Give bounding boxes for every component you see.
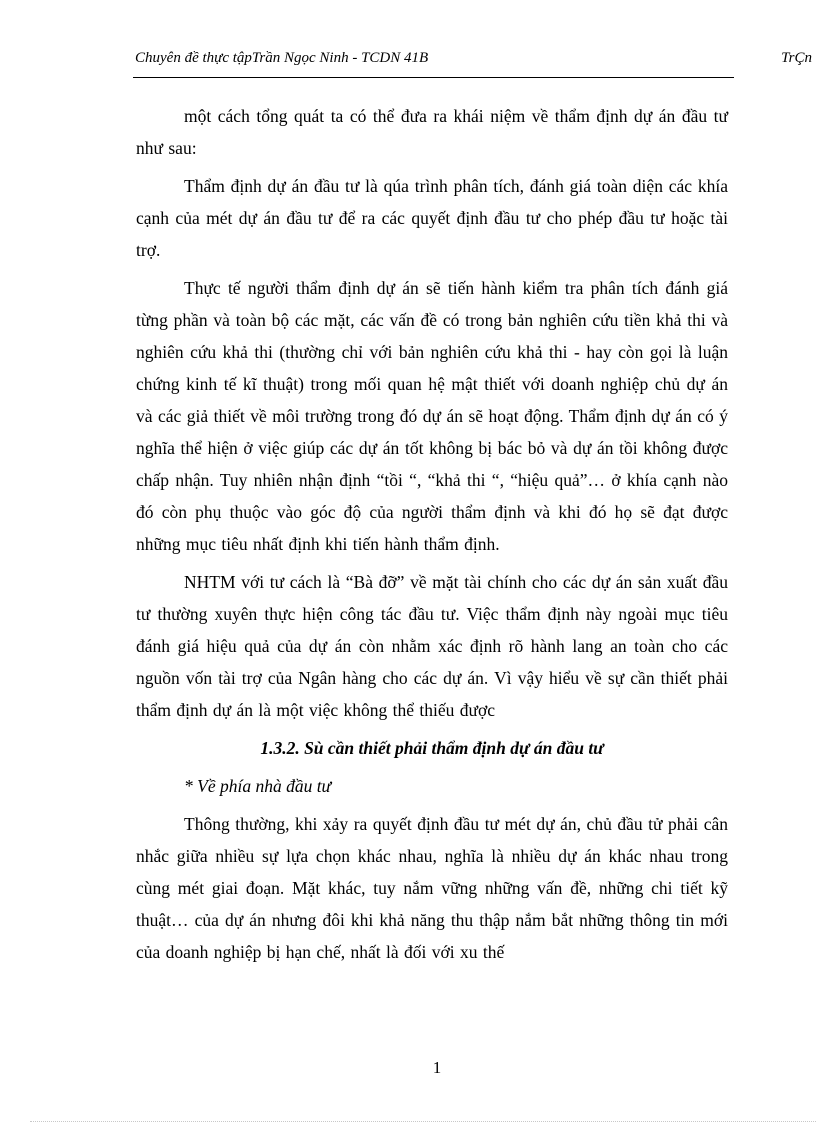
paragraph-concept-intro: một cách tổng quát ta có thể đưa ra khái niệm về thẩm định dự án đầu tư như sau: <box>136 106 728 158</box>
paragraph-practice: Thực tế người thẩm định dự án sẽ tiến hành kiểm tra phân tích đánh giá từng phần và toàn bộ các mặt, các vấn đề có trong bản nghiên cứu tiền khả thi và nghiên cứu khả thi (thường chỉ với bản nghiên cứu khả thi - hay còn gọi là luận chứng kinh tế kĩ thuật) trong mối quan hệ mật thiết với doanh nghiệp chủ dự án và các giả thiết về môi trường trong đó dự án sẽ hoạt động. Thẩm định dự án có ý nghĩa thể hiện ở việc giúp các dự án tốt không bị bác bỏ và dự án tồi không được chấp nhận. Tuy nhiên nhận định “tồi “, “khả thi “, “hiệu quả”… ở khía cạnh nào đó còn phụ thuộc vào góc độ của người thẩm định và khi đó họ sẽ đạt được những mục tiêu nhất định khi tiến hành thẩm định. <box>136 278 728 554</box>
header-divider <box>133 77 734 78</box>
paragraph-definition: Thẩm định dự án đầu tư là qúa trình phân tích, đánh giá toàn diện các khía cạnh của mét dự án đầu tư để ra các quyết định đầu tư cho phép đầu tư hoặc tài trợ. <box>136 176 728 260</box>
running-header-author: TrÇn <box>781 50 812 66</box>
paragraph-investor-view: Thông thường, khi xảy ra quyết định đầu tư mét dự án, chủ đầu tử phải cân nhắc giữa nhiều sự lựa chọn khác nhau, nghĩa là nhiều dự án khác nhau trong cùng mét giai đoạn. Mặt khác, tuy nắm vững những vấn đề, những chi tiết kỹ thuật… của dự án nhưng đôi khi khả năng thu thập nắm bắt những thông tin mới của doanh nghiệp bị hạn chế, nhất là đối với xu thế <box>136 814 728 962</box>
running-header-title: Chuyên đề thực tậpTrần Ngọc Ninh - TCDN 41B <box>135 50 429 66</box>
section-heading: 1.3.2. Sù cần thiết phải thẩm định dự án đầu tư <box>260 738 604 758</box>
document-body <box>136 100 728 974</box>
sub-heading-investor: * Về phía nhà đầu tư <box>184 776 332 796</box>
page-bottom-divider <box>30 1121 816 1122</box>
paragraph-commercial-bank: NHTM với tư cách là “Bà đỡ” về mặt tài chính cho các dự án sản xuất đầu tư thường xuyên thực hiện công tác đầu tư. Việc thẩm định này ngoài mục tiêu đánh giá hiệu quả của dự án còn nhằm xác định rõ hành lang an toàn cho các nguồn vốn tài trợ của Ngân hàng cho các dự án. Vì vậy hiểu về sự cần thiết phải thẩm định dự án là một việc không thể thiếu được <box>136 572 728 720</box>
page-number: 1 <box>432 1058 442 1077</box>
